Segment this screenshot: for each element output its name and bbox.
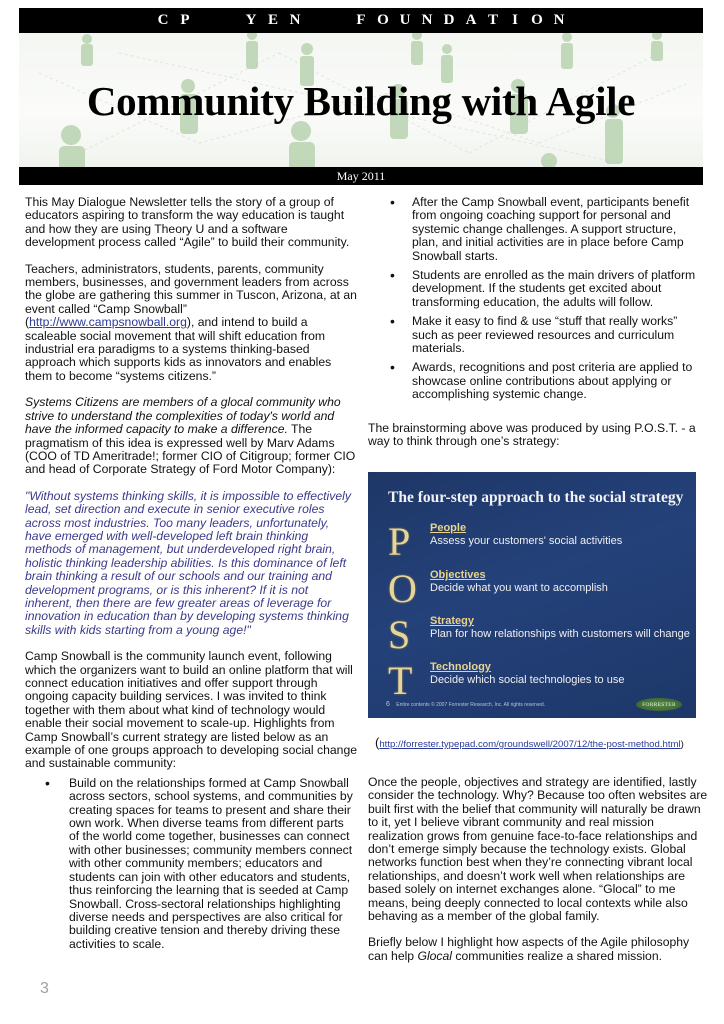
step-description: Decide what you want to accomplish xyxy=(430,582,608,594)
slide-copyright: Entire contents © 2007 Forrester Research, Inc. All rights reserved. xyxy=(396,702,546,708)
letter: N xyxy=(289,12,301,28)
paragraph-text: Briefly below I highlight how aspects of the Agile philosophy can help xyxy=(368,935,690,963)
bullet-icon: • xyxy=(390,359,395,376)
marv-adams-quote: "Without systems thinking skills, it is impossible to effectively lead, set direction and execute in senior executive roles across most industries. Too many leaders, unfortunately, have emerged with well-developed left brain thinking methods of management, but underdeveloped right brain, holistic thinking leadership abilities. Is this dominance of left brain thinking a result of our schools and our training and development programs, or is this inherent? If it is not inherent, then there are few greater areas of leverage for innovation in education than by developing systems thinking skills with kids starting from a young age!" xyxy=(25,488,351,637)
letter: N xyxy=(421,12,433,28)
letter: A xyxy=(465,12,477,28)
list-item-text: Build on the relationships formed at Camp Snowball across sectors, school systems, and communities by creating spaces for teams to present and share their own work. When diverse teams from different parts of the world come together, businesses can connect with other businesses; community members connect with other community members; educators and students can join with other educators and students, thus reinforcing the learning that is seeded at Camp Snowball. Cross-sectoral relationships highlighting diverse needs and perspectives are also critical for building creative tension and thereby driving these activities to scale. xyxy=(69,775,353,951)
bullet-icon: • xyxy=(390,194,395,210)
camp-snowball-paragraph xyxy=(25,263,357,384)
paragraph-text: The pragmatism of this idea is expressed well by Marv Adams (COO of TD Ameritrade!; former CIO of Citigroup; former CIO and head of Corporate Strategy of Ford Motor Company): xyxy=(25,422,356,477)
strategy-bullets-right xyxy=(368,196,701,402)
slide-source-citation xyxy=(375,735,684,750)
letter: I xyxy=(512,12,518,28)
letter: F xyxy=(356,12,366,28)
list-item xyxy=(368,196,701,263)
step-letter: P xyxy=(388,519,411,564)
post-method-slide xyxy=(368,472,696,718)
list-item-text: Awards, recognitions and post criteria are applied to showcase online contributions about applying or accomplishing systemic change. xyxy=(412,360,693,402)
issue-date-bar xyxy=(19,167,703,185)
person-figure xyxy=(561,33,573,69)
foundation-word-3 xyxy=(350,12,570,29)
camp-snowball-link[interactable]: http://www.campsnowball.org xyxy=(29,315,187,330)
systems-citizens-paragraph xyxy=(25,396,357,476)
step-description: Plan for how relationships with customers will change xyxy=(430,628,690,640)
step-letter: S xyxy=(388,612,411,657)
step-heading: People xyxy=(430,522,467,534)
step-heading: Strategy xyxy=(430,615,475,627)
closing-paragraph xyxy=(368,936,708,963)
header-banner xyxy=(19,33,703,167)
list-item xyxy=(368,361,701,401)
page-number: 3 xyxy=(40,980,49,997)
letter: P xyxy=(180,12,190,28)
letter: O xyxy=(531,12,543,28)
left-column xyxy=(25,196,357,957)
slide-title: The four-step approach to the social strategy xyxy=(388,489,684,506)
person-figure xyxy=(289,121,315,167)
post-intro-paragraph: The brainstorming above was produced by using P.O.S.T. - a way to think through one’s strategy: xyxy=(368,420,696,449)
slide-footer xyxy=(386,701,545,708)
intro-paragraph: This May Dialogue Newsletter tells the story of a group of educators aspiring to transform the way education is taught and how they are using Theory U and a software development process called “Agile” to build their community. xyxy=(25,195,350,250)
step-description: Decide which social technologies to use xyxy=(430,674,625,686)
person-figure xyxy=(651,33,663,61)
glocal-emphasis: Glocal xyxy=(417,948,453,963)
paren: ) xyxy=(680,739,684,750)
paren: ( xyxy=(375,735,380,750)
list-item xyxy=(368,315,701,355)
list-item-text: Make it easy to find & use “stuff that really works” such as peer reviewed resources and curriculum materials. xyxy=(412,314,678,356)
camp-snowball-launch-paragraph: Camp Snowball is the community launch event, following which the organizers want to build an online platform that will connect education initiatives and offer support through ongoing capacity building services. I was invited to think together with them about what kind of technology would enable their social movement to scale-up. Highlights from Camp Snowball’s current strategy are listed below as an example of one groups approach to developing social change and sustainable community: xyxy=(25,649,358,771)
letter: U xyxy=(399,12,411,28)
forrester-source-link[interactable]: http://forrester.typepad.com/groundswell/2007/12/the-post-method.html xyxy=(379,739,681,750)
person-figure xyxy=(246,33,258,69)
technology-paragraph: Once the people, objectives and strategy are identified, lastly consider the technology. Why? Because too often websites are built first with the belief that community will naturally be drawn to it, yet I believe vibrant community and real mission realization grows from genuine face-to-face relationships and don’t emerge simply because the technology exists. Global networks function best when they’re connecting vibrant local relationships, and doesn’t work well when relationships are based solely on internet exchanges alone. “Glocal” to me means, being deeply connected to local contexts while also behaving as a member of the global family. xyxy=(368,775,708,924)
systems-citizens-definition: Systems Citizens are members of a glocal community who strive to understand the complexities of today's world and have the informed capacity to make a difference. xyxy=(25,395,341,437)
bullet-icon: • xyxy=(45,774,50,791)
issue-date: May 2011 xyxy=(336,168,386,183)
letter: N xyxy=(553,12,565,28)
step-heading: Objectives xyxy=(430,569,486,581)
right-column-lower xyxy=(368,776,708,976)
paragraph-text: ), and intend to build a scaleable social movement that will shift education from industrial era paradigms to a systems thinking-based approach which supports kids as innovators and enables them to become “systems citizens.” xyxy=(25,315,332,383)
paragraph-text: Teachers, administrators, students, parents, community members, businesses, and government leaders from across the globe are gathering this summer in Tuscon, Arizona, at an event called “Camp Snowball” ( xyxy=(25,261,357,330)
paragraph-text: communities realize a shared mission. xyxy=(452,948,662,963)
letter: Y xyxy=(245,12,257,28)
list-item xyxy=(368,269,701,309)
slide-step-objectives xyxy=(388,566,688,613)
newsletter-title: Community Building with Agile xyxy=(86,78,636,124)
person-figure xyxy=(541,153,557,167)
slide-step-strategy xyxy=(388,612,690,659)
step-letter: T xyxy=(388,658,413,703)
letter: D xyxy=(443,12,455,28)
list-item xyxy=(25,774,357,951)
step-heading: Technology xyxy=(430,661,491,673)
step-description: Assess your customers' social activities xyxy=(430,535,623,547)
letter: E xyxy=(267,12,278,28)
letter: C xyxy=(157,12,169,28)
logo-text: FORRESTER xyxy=(642,701,676,708)
slide-step-technology xyxy=(388,658,688,705)
right-column xyxy=(368,196,701,462)
bullet-icon: • xyxy=(390,267,395,284)
list-item-text: Students are enrolled as the main drivers of platform development. If the students get excited about transforming education, the adults will follow. xyxy=(412,268,696,309)
step-letter: O xyxy=(388,566,417,611)
person-figure xyxy=(59,125,85,167)
foundation-name-bar xyxy=(19,8,703,33)
letter: T xyxy=(487,12,498,28)
person-figure xyxy=(81,34,93,66)
strategy-bullets-left xyxy=(25,774,357,951)
foundation-word-1 xyxy=(152,12,196,29)
slide-step-people xyxy=(388,519,688,566)
person-figure xyxy=(411,33,423,65)
forrester-logo xyxy=(636,698,682,711)
list-item-text: After the Camp Snowball event, participants benefit from ongoing coaching support for personal and systemic change challenges. A support structure, plan, and initial activities are in place before Camp Snowball starts. xyxy=(412,195,690,263)
letter: O xyxy=(377,12,389,28)
foundation-word-2 xyxy=(240,12,306,29)
slide-page-number: 6 xyxy=(386,701,390,708)
bullet-icon: • xyxy=(390,313,395,330)
